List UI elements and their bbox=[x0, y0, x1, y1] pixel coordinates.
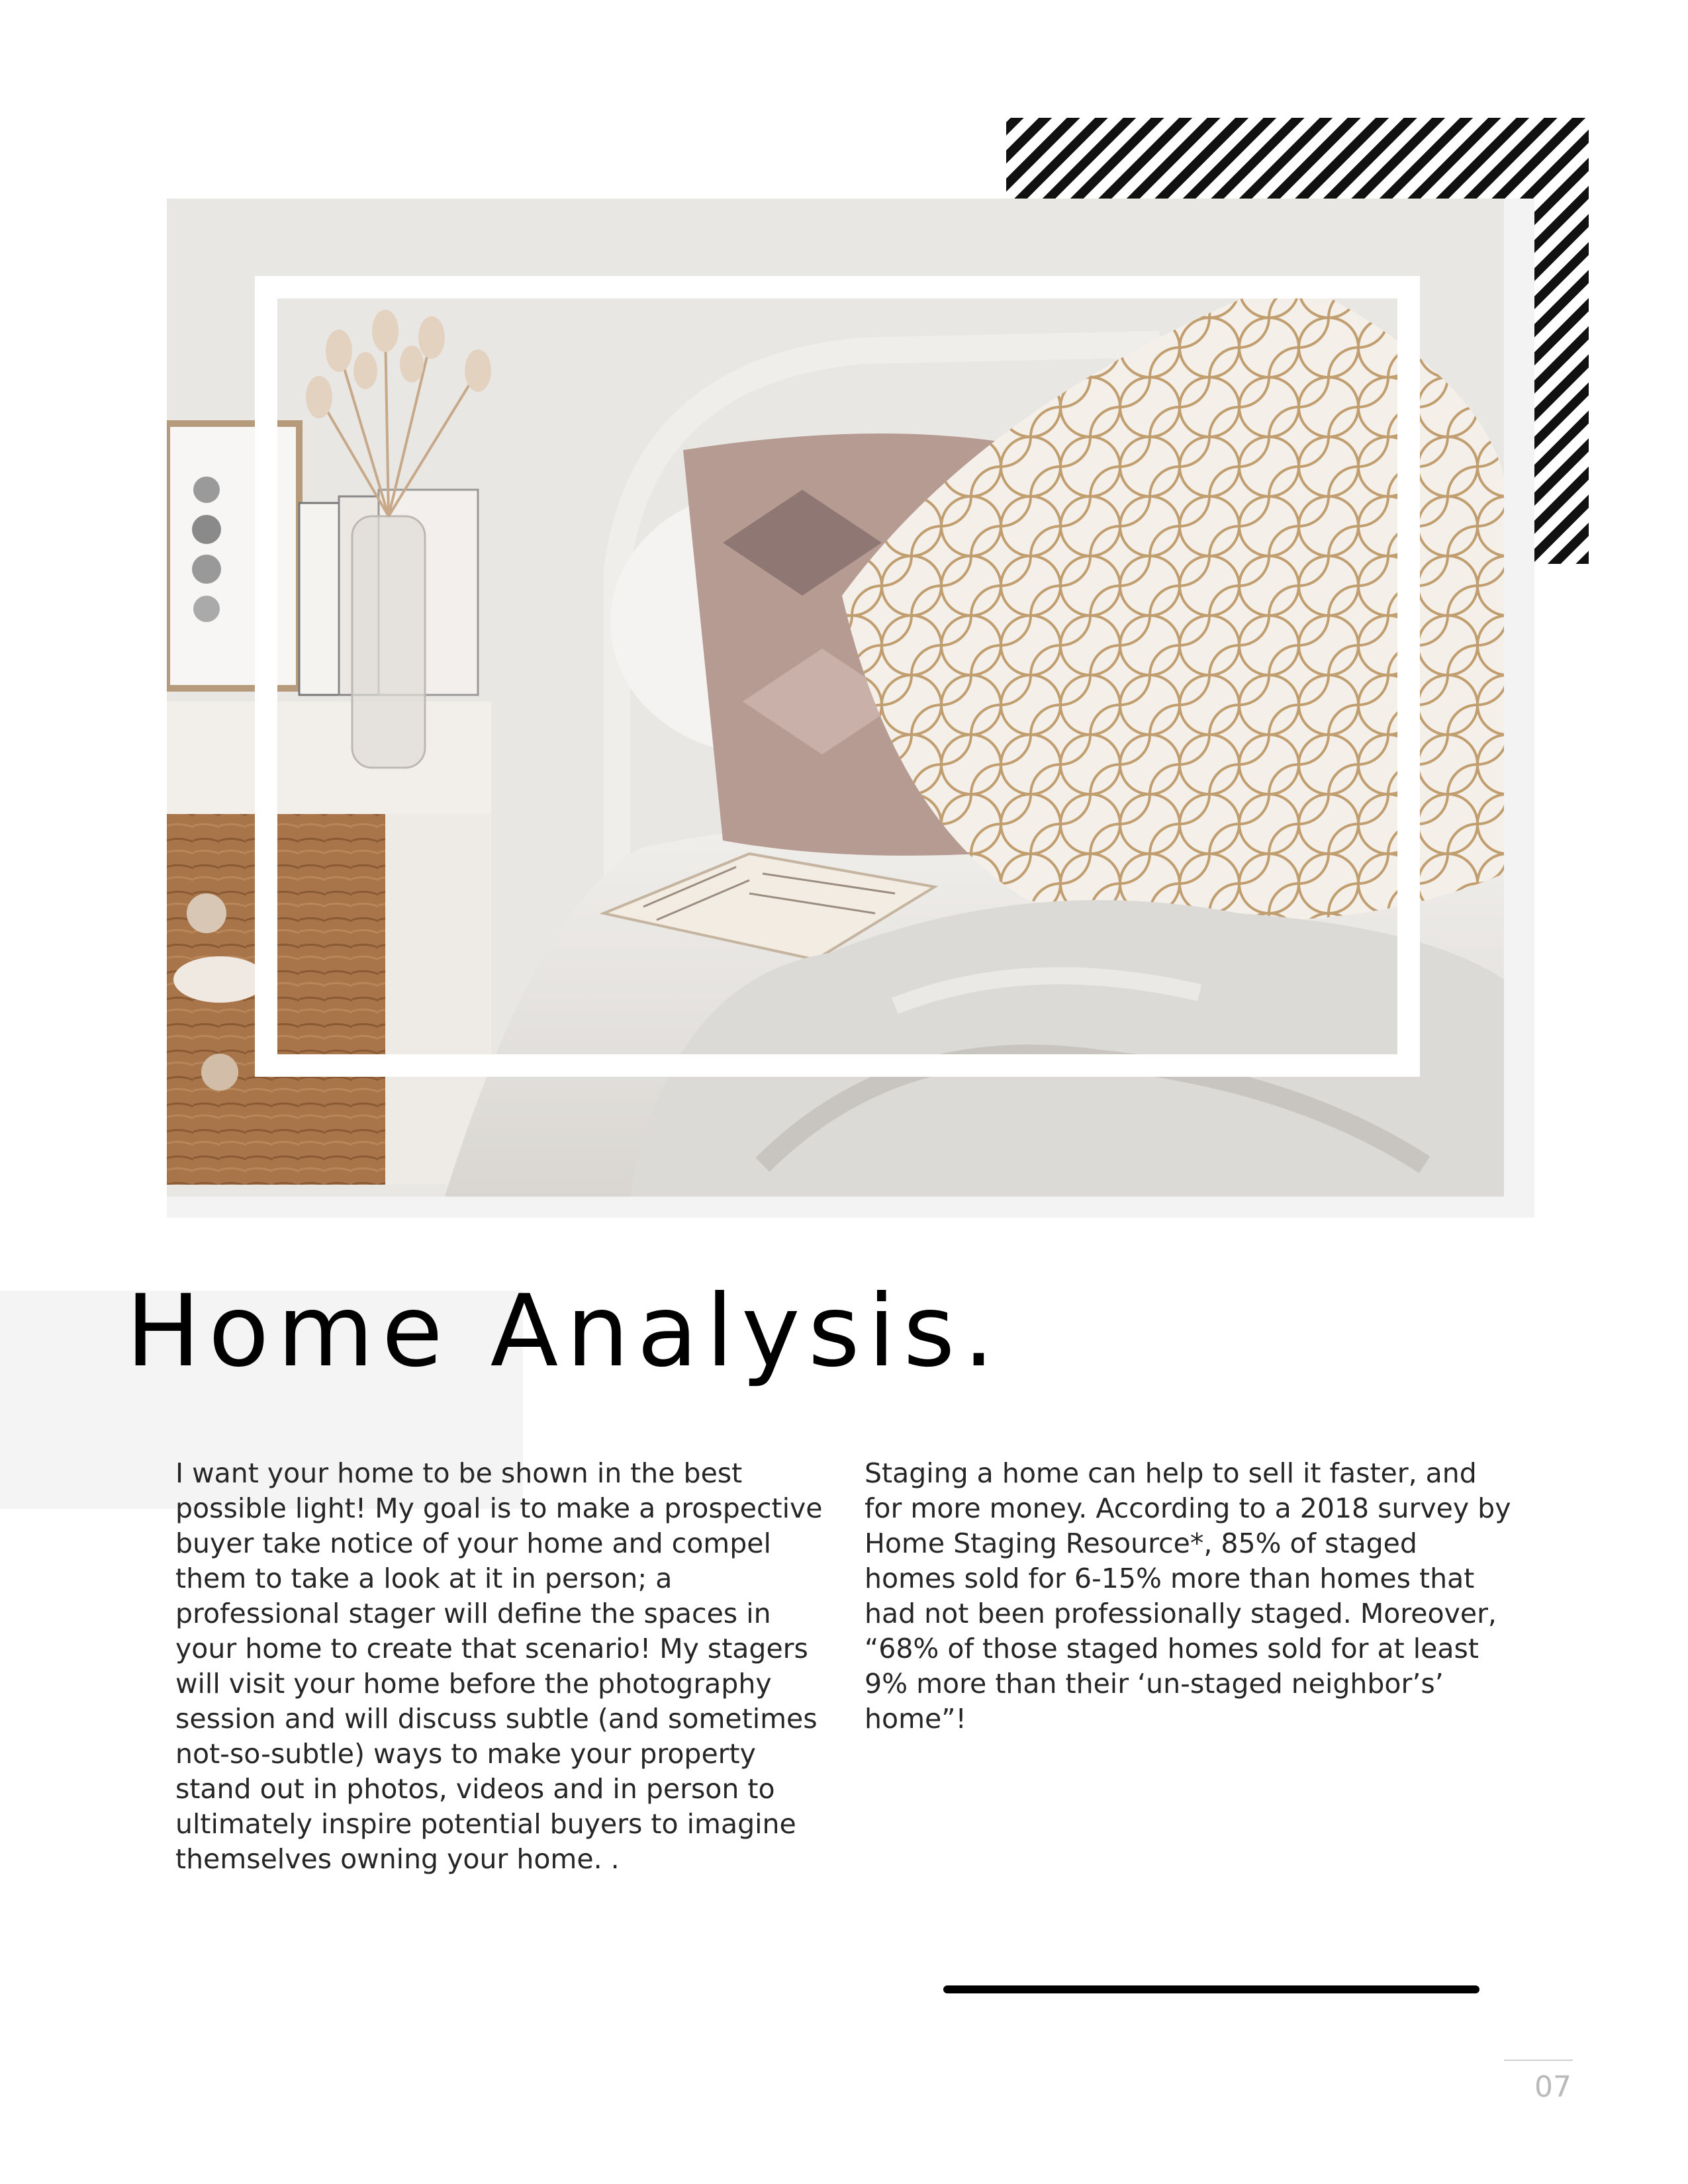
body-left-paragraph: I want your home to be shown in the best possible light! My goal is to make a prospective buyer take notice of your home and compel them to take a look at it in person; a professional stager will define the spaces in your home to create that scenario! My stagers will visit your home before the photography session and will discuss subtle (and sometimes not-so-subtle) ways to make your property stand out in photos, videos and in person to ultimately inspire potential buyers to imagine themselves owning your home. . bbox=[175, 1457, 823, 1875]
page-number: 07 bbox=[1534, 2070, 1571, 2104]
page-number-rule bbox=[1504, 2060, 1573, 2061]
bedroom-photo bbox=[167, 199, 1504, 1197]
body-right-paragraph: Staging a home can help to sell it faster, and for more money. According to a 2018 survey by Home Staging Resource*, 85% of staged homes sold for 6-15% more than homes that had not been professionally staged. Moreover, “68% of those staged homes sold for at least 9% more than their ‘un-staged neighbor’s’ home”! bbox=[865, 1457, 1511, 1735]
page-title: Home Analysis. bbox=[126, 1274, 1003, 1389]
accent-rule bbox=[943, 1985, 1479, 1993]
